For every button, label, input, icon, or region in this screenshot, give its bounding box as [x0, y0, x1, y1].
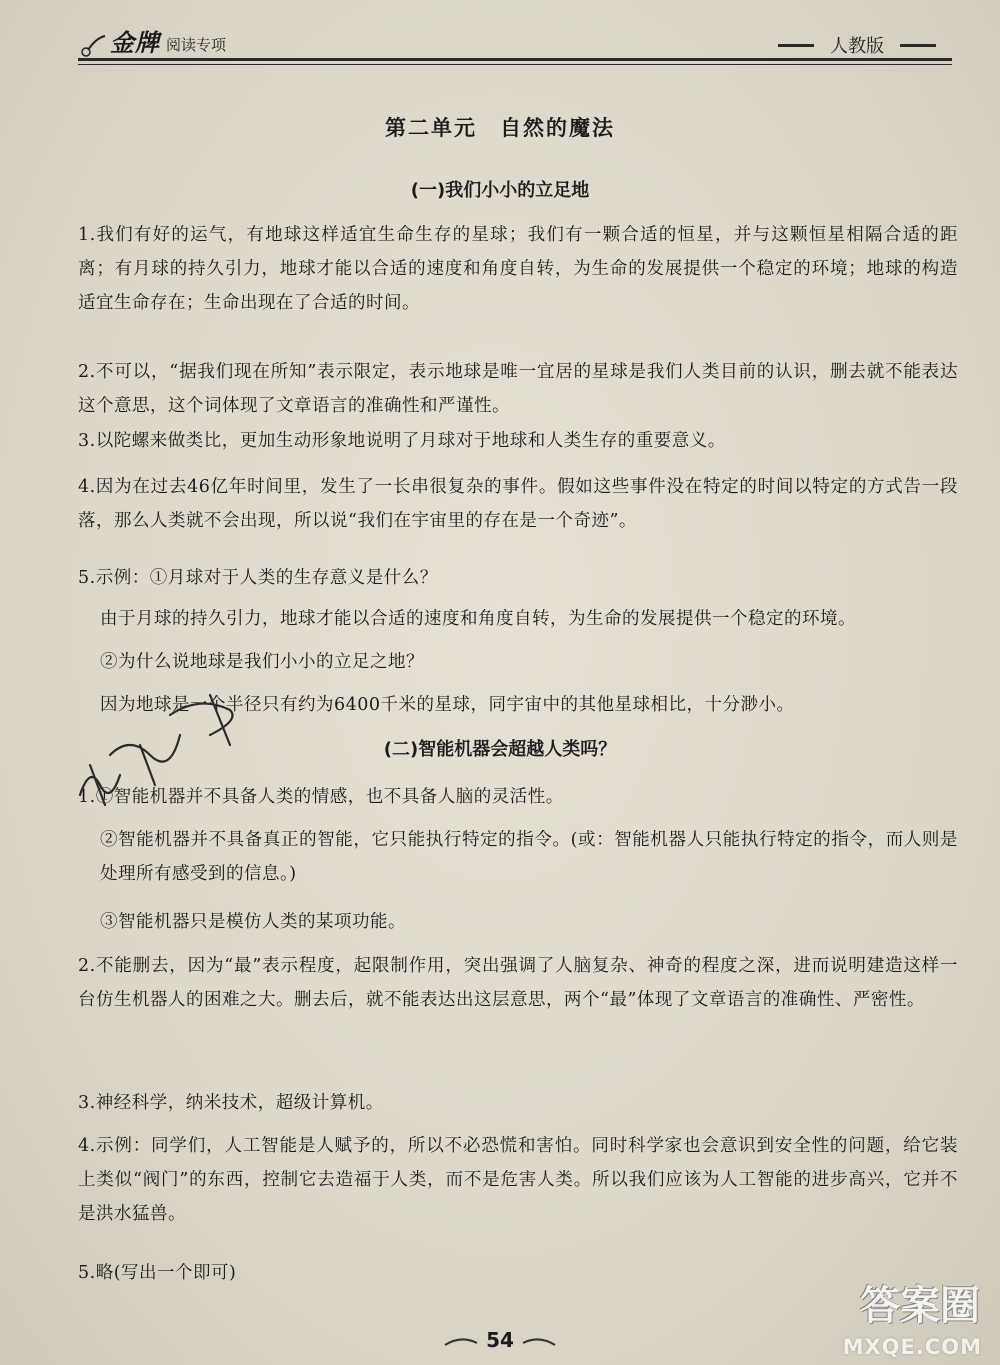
page-swirl-left-icon	[443, 1337, 479, 1347]
answer-2-1-b: ②智能机器并不具备真正的智能，它只能执行特定的指令。(或：智能机器人只能执行特定的指令，而人则是处理所有感受到的信息。)	[100, 830, 958, 884]
answer-1-5-a2: 因为地球是一个半径只有约为6400千米的星球，同宇宙中的其他星球相比，十分渺小。	[100, 695, 795, 715]
edition-label	[762, 32, 952, 58]
answer-1-4: 4.因为在过去46亿年时间里，发生了一长串很复杂的事件。假如这些事件没在特定的时间以特定的方式告一段落，那么人类就不会出现，所以说“我们在宇宙里的存在是一个奇迹”。	[78, 477, 958, 531]
answer-1-2: 2.不可以，“据我们现在所知”表示限定，表示地球是唯一宜居的星球是我们人类目前的认识，删去就不能表达这个意思，这个词体现了文章语言的准确性和严谨性。	[78, 362, 958, 416]
unit-title: 第二单元 自然的魔法	[385, 116, 615, 140]
answer-2-5: 5.略(写出一个即可)	[78, 1263, 237, 1283]
answer-1-5: 5.示例：①月球对于人类的生存意义是什么？	[78, 568, 438, 588]
section1-title: (一)我们小小的立足地	[410, 180, 590, 201]
answer-1-3: 3.以陀螺来做类比，更加生动形象地说明了月球对于地球和人类生存的重要意义。	[78, 431, 726, 451]
answer-2-4: 4.示例：同学们，人工智能是人赋予的，所以不必恐慌和害怕。同时科学家也会意识到安全性的问题，给它装上类似“阀门”的东西，控制它去造福于人类，而不是危害人类。所以我们应该为人工智能的进步高兴，它并不是洪水猛兽。	[78, 1136, 958, 1224]
page-swirl-right-icon	[521, 1337, 557, 1347]
handwriting-scribble	[60, 675, 280, 825]
brand-series: 阅读专项	[166, 36, 227, 54]
brand-swoosh-icon	[80, 32, 106, 58]
answer-2-1: 1.①智能机器并不具备人类的情感，也不具备人脑的灵活性。	[78, 787, 564, 807]
brand-name: 金牌	[110, 28, 160, 57]
watermark-url: MXQE.COM	[842, 1335, 982, 1359]
edition-bar-left	[778, 44, 814, 47]
answer-2-1-c: ③智能机器只是模仿人类的某项功能。	[100, 912, 406, 932]
header-rule-thin	[78, 64, 952, 65]
watermark-logo: 答案圈	[860, 1283, 980, 1329]
answer-1-5-q2: ②为什么说地球是我们小小的立足之地？	[100, 652, 424, 672]
header-rule	[78, 58, 952, 61]
edition-bar-right	[900, 44, 936, 47]
page-number-text: 54	[486, 1328, 514, 1352]
section2-title: (二)智能机器会超越人类吗？	[383, 739, 617, 760]
answer-1-5-a: 由于月球的持久引力，地球才能以合适的速度和角度自转，为生命的发展提供一个稳定的环境。	[100, 609, 856, 629]
answer-2-3: 3.神经科学，纳米技术，超级计算机。	[78, 1093, 384, 1113]
answer-2-2: 2.不能删去，因为“最”表示程度，起限制作用，突出强调了人脑复杂、神奇的程度之深，进而说明建造这样一台仿生机器人的困难之大。删去后，就不能表达出这层意思，两个“最”体现了文章语言的准确性、严密性。	[78, 956, 958, 1010]
answer-1-1: 1.我们有好的运气，有地球这样适宜生命生存的星球；我们有一颗合适的恒星，并与这颗恒星相隔合适的距离；有月球的持久引力，地球才能以合适的速度和角度自转，为生命的发展提供一个稳定的环境；地球的构造适宜生命存在；生命出现在了合适的时间。	[78, 225, 958, 313]
edition-text: 人教版	[830, 36, 884, 57]
brand-logo	[80, 24, 250, 58]
